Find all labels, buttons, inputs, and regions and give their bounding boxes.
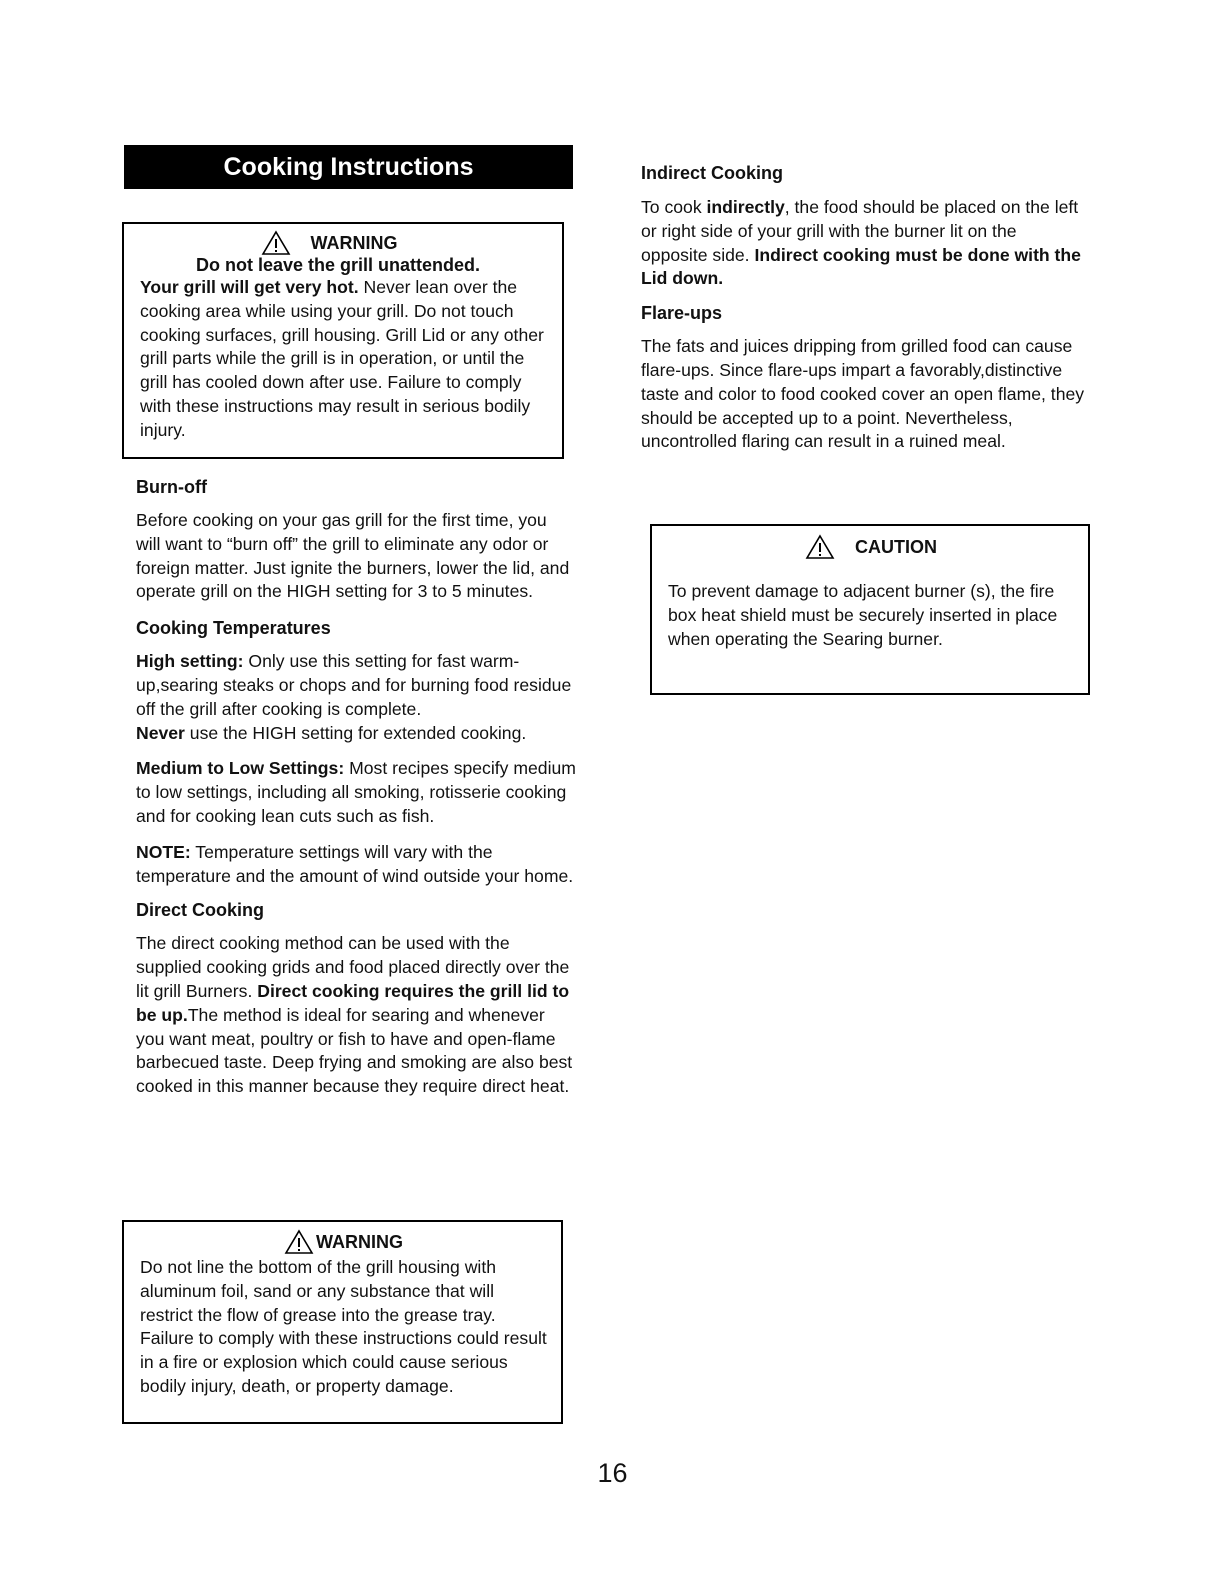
warning-box-bottom [122, 1220, 563, 1424]
caution-label: CAUTION [855, 536, 937, 557]
caution-box [650, 524, 1090, 695]
direct-heading: Direct Cooking [136, 900, 265, 921]
note-label: NOTE: [136, 841, 191, 862]
burnoff-heading: Burn-off [136, 477, 207, 497]
medium-setting-text: Most recipes specify medium to low settings, including all smoking, rotisserie cooking and for cooking lean cuts such as fish. [136, 758, 576, 826]
direct-para [136, 932, 576, 1099]
warning-triangle-icon [805, 534, 835, 560]
warning-body-text: Never lean over the cooking area while using your grill. Do not touch cooking surfaces, grill housing. Grill Lid or any other grill parts while the grill is in operation, or until the grill has cooled down after use. Failure to comply with these instructions may result in serious bodily injury. [140, 277, 544, 440]
indirect-heading: Indirect Cooking [641, 163, 784, 183]
indirect-para [641, 196, 1086, 291]
warning-body-bottom: Do not line the bottom of the grill housing with aluminum foil, sand or any substance that will restrict the flow of grease into the grease tray. Failure to comply with these instructions could result in a fire or explosion which could cause serious bodily injury, death, or property damage. [140, 1257, 547, 1396]
warning-bold-lead: Your grill will get very hot. [140, 277, 359, 297]
right-column [641, 163, 1086, 454]
indirect-text-2: , the food should be placed on the left or right side of your grill with the burner lit on the opposite side. [641, 197, 1079, 265]
temps-heading: Cooking Temperatures [136, 618, 331, 639]
caution-body: To prevent damage to adjacent burner (s), the fire box heat shield must be securely inserted in place when operating the Searing burner. [668, 581, 1058, 649]
indirect-bold-2: Indirect cooking must be done with the Lid down. [641, 244, 1081, 289]
medium-setting-para [136, 757, 576, 828]
never-label: Never [136, 722, 185, 743]
warning-label-bottom: WARNING [316, 1231, 403, 1252]
indirect-bold-1: indirectly [706, 197, 785, 217]
note-text: Temperature settings will vary with the temperature and the amount of wind outside your home. [136, 841, 574, 886]
warning-header-bottom [140, 1228, 547, 1256]
left-column [136, 477, 576, 1099]
high-setting-text: Only use this setting for fast warm-up,searing steaks or chops and for burning food residue off the grill after cooking is complete. [136, 651, 572, 719]
high-setting-label: High setting: [136, 651, 244, 672]
flareups-text: The fats and juices dripping from grilled food can cause flare-ups. Since flare-ups impart a favorably,distinctive taste and color to food cooked cover an open flame, they should be accepted up to a point. Nevertheless, uncontrolled flaring can result in a ruined meal. [641, 336, 1085, 452]
direct-text-1: The direct cooking method can be used with the supplied cooking grids and food placed directly over the lit grill Burners. [136, 933, 570, 1001]
note-para [136, 841, 576, 889]
flareups-heading: Flare-ups [641, 303, 723, 324]
warning-label: WARNING [310, 232, 398, 253]
warning-box-top [122, 222, 564, 459]
indirect-text-1: To cook [641, 197, 707, 217]
caution-header [668, 534, 1074, 560]
page-title: Cooking Instructions [124, 145, 573, 189]
medium-setting-label: Medium to Low Settings: [136, 758, 345, 779]
page-number: 16 [597, 1458, 628, 1488]
warning-subheading: Do not leave the grill unattended. [195, 255, 481, 275]
high-setting-para [136, 650, 576, 745]
never-text: use the HIGH setting for extended cooking. [184, 722, 527, 743]
warning-triangle-icon [284, 1229, 314, 1255]
warning-header [110, 230, 548, 256]
direct-bold: Direct cooking requires the grill lid to be up. [136, 980, 570, 1025]
direct-text-2: The method is ideal for searing and whenever you want meat, poultry or fish to have and open-flame barbecued taste. Deep frying and smoking are also best cooked in this manner because they require direct heat. [136, 1004, 573, 1097]
warning-triangle-icon [261, 230, 291, 256]
warning-body [140, 276, 548, 443]
burnoff-text: Before cooking on your gas grill for the first time, you will want to “burn off” the grill to eliminate any odor or foreign matter. Just ignite the burners, lower the lid, and operate grill on the HIGH setting for 3 to 5 minutes. [136, 510, 570, 602]
